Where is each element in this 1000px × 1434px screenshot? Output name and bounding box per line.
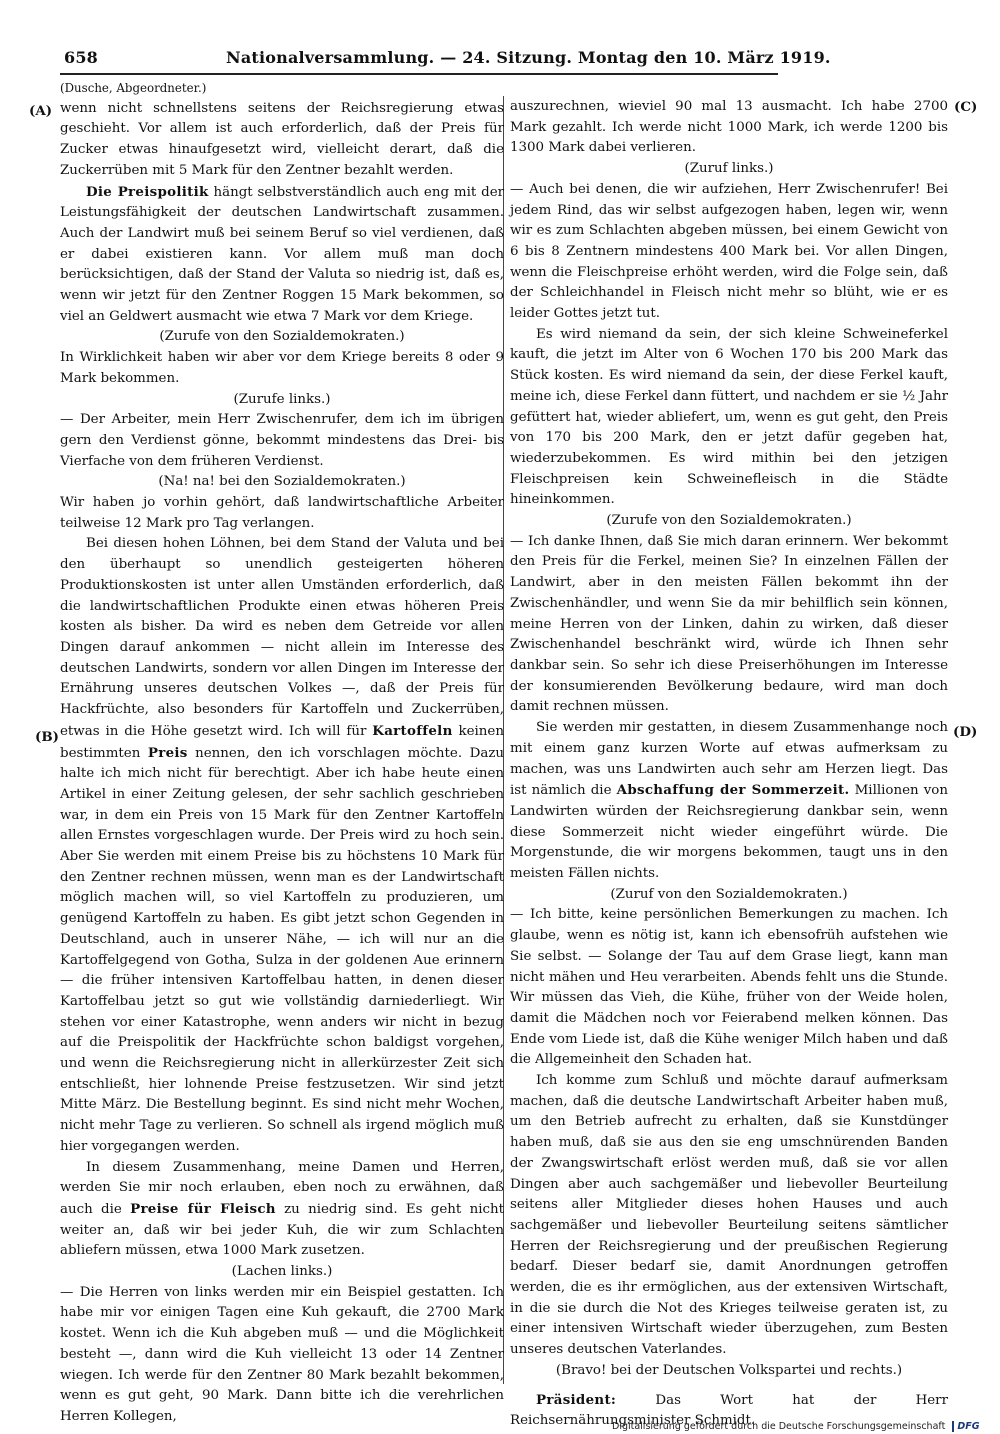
page-title: Nationalversammlung. — 24. Sitzung. Montag den 10. März 1919. <box>226 48 831 67</box>
speaker-attribution: (Dusche, Abgeordneter.) <box>60 81 207 95</box>
footer-text: Digitalisierung gefördert durch die Deutsche Forschungsgemeinschaft <box>612 1421 946 1432</box>
paragraph: — Die Herren von links werden mir ein Beispiel gestatten. Ich habe mir vor einigen Tagen eine Kuh gekauft, die 2700 Mark kostet. Wenn ich die Kuh abgeben muß — und die Möglichkeit besteht —, dann wird die Kuh vielleicht 13 oder 14 Zentner wiegen. Ich werde für den Zentner 80 Mark bezahlt bekommen, wenn es gut geht, 90 Mark. Dann bitte ich die verehrlichen Herren Kollegen, <box>60 1284 504 1424</box>
footer-credit <box>612 1421 983 1434</box>
margin-marker-d: (D) <box>953 724 978 740</box>
paragraph: Ich komme zum Schluß und möchte darauf aufmerksam machen, daß die deutsche Landwirtschaft Arbeiter haben muß, um den Betrieb aufrecht zu erhalten, daß sie Kunstdünger haben muß, daß sie aus den sie eng umschnürenden Banden der Zwangswirtschaft erlöst werden muß, daß sie vor allen Dingen aber auch sachgemäßer und liebevoller Beurteilung seitens aller Mitglieder dieses hohen Hauses und auch sachgemäßer und liebevoller Beurteilung seitens sämtlicher Herren der Reichsregierung und der preußischen Regierung bedarf. Dieser bedarf sie, damit Anordnungen getroffen werden, die es ihr ermöglichen, aus der extensiven Wirtschaft, in die sie durch die Not des Krieges teilweise geraten ist, zu einer intensiven Wirtschaft wieder überzugehen, zum Besten unseres deutschen Vaterlandes. <box>510 1073 948 1358</box>
emphasis: Preise für Fleisch <box>130 1200 276 1217</box>
dfg-logo: DFG <box>952 1421 982 1432</box>
header-rule <box>60 73 778 75</box>
interjection: (Zurufe von den Sozialdemokraten.) <box>606 513 852 529</box>
interjection: (Na! na! bei den Sozialdemokraten.) <box>158 474 406 490</box>
page-number: 658 <box>64 48 98 67</box>
paragraph: Präsident: Das Wort hat der Herr Reichsernährungsminister Schmidt. <box>510 1391 948 1429</box>
emphasis: Die Preispolitik <box>86 183 209 200</box>
paragraph: — Ich danke Ihnen, daß Sie mich daran erinnern. Wer bekommt den Preis für die Ferkel, meinen Sie? In einzelnen Fällen der Landwirt, aber in den meisten Fällen bekommt ihn der Zwischenhändler, und wenn Sie da mir behilflich sein können, meine Herren von der Linken, dahin zu wirken, daß dieser Zwischenhandel beschränkt wird, würde ich Ihnen sehr dankbar sein. So sehr ich diese Preiserhöhungen im Interesse der konsumierenden Bevölkerung bedaure, wird man doch damit rechnen müssen. <box>510 533 948 715</box>
interjection: (Zuruf links.) <box>684 161 774 177</box>
interjection: (Zuruf von den Sozialdemokraten.) <box>610 886 848 902</box>
margin-marker-c: (C) <box>954 99 978 115</box>
page-header <box>64 48 831 72</box>
left-column <box>60 78 504 1428</box>
margin-marker-b: (B) <box>35 729 59 745</box>
paragraph: In diesem Zusammenhang, meine Damen und Herren, werden Sie mir noch erlauben, eben noch zu erwähnen, daß auch die Preise für Fleisch zu niedrig sind. Es geht nicht weiter an, daß wir bei jeder Kuh, die wir zum Schlachten abliefern müssen, etwa 1000 Mark zusetzen. <box>60 1159 505 1259</box>
paragraph: Sie werden mir gestatten, in diesem Zusammenhange noch mit einem ganz kurzen Worte auf etwas aufmerksam zu machen, was uns Landwirten auch sehr am Herzen liegt. Das ist nämlich die Abschaffung der Sommerzeit. Millionen von Landwirten würden der Reichsregierung dankbar sein, wenn diese Sommerzeit nicht wieder eingeführt würde. Die Morgenstunde, die wir morgens bekommen, taugt uns in den meisten Fällen nichts. <box>510 720 948 882</box>
paragraph: — Ich bitte, keine persönlichen Bemerkungen zu machen. Ich glaube, wenn es nötig ist, kann ich ebensofrüh aufstehen wie Sie selbst. — Solange der Tau auf dem Grase liegt, kann man nicht mähen und Heu verarbeiten. Abends fehlt uns die Stunde. Wir müssen das Vieh, die Kühe, früher von der Weide holen, damit die Mädchen noch vor Feierabend melken können. Das Ende vom Liede ist, daß die Kühe weniger Milch haben und daß die Allgemeinheit den Schaden hat. <box>510 907 948 1068</box>
paragraph: Es wird niemand da sein, der sich kleine Schweineferkel kauft, die jetzt im Alter von 6 Wochen 170 bis 200 Mark das Stück kosten. Es wird niemand da sein, der diese Ferkel kauft, meine ich, diese Ferkel dann füttert, und nachdem er sie ½ Jahr gefüttert hat, wieder abliefert, um, wenn es gut geht, den Preis von 170 bis 200 Mark, den er jetzt dafür gegeben hat, wiederzubekommen. Es wird mithin bei den jetzigen Fleischpreisen kein Schweinefleisch in die Städte hineinkommen. <box>510 326 948 508</box>
paragraph: Bei diesen hohen Löhnen, bei dem Stand der Valuta und bei den überhaupt so unendlich gesteigerten höheren Produktionskosten ist unter allen Umständen erforderlich, daß die landwirtschaftlichen Produkte einen etwas höheren Preis kosten als bisher. Da wird es neben dem Getreide vor allen Dingen darauf ankommen — nicht allein im Interesse des deutschen Landwirts, sondern vor allen Dingen im Interesse der Ernährung unseres deutschen Volkes —, daß der Preis für Hackfrüchte, also besonders für Kartoffeln und Zuckerrüben, etwas in die Höhe gesetzt wird. Ich will für Kartoffeln keinen bestimmten Preis nennen, den ich vorschlagen möchte. Dazu halte ich mich nicht für berechtigt. Aber ich habe heute einen Artikel in einer Zeitung gelesen, der sehr sachlich geschrieben war, in dem ein Preis von 15 Mark für den Zentner Kartoffeln allen Ernstes vorgeschlagen wurde. Der Preis wird zu hoch sein. Aber Sie werden mit einem Preise bis zu höchstens 10 Mark für den Zentner rechnen müssen, wenn man es der Landwirtschaft möglich machen will, so viel Kartoffeln zu produzieren, um genügend Kartoffeln zu haben. Es gibt jetzt schon Gegenden in Deutschland, auch in unserer Nähe, — ich will nur an die Kartoffelgegend von Gotha, Sulza in der goldenen Aue erinnern — die früher intensiven Kartoffelbau hatten, in denen dieser Kartoffelbau jetzt so gut wie vollständig darniederliegt. Wir stehen vor einer Katastrophe, wenn anders wir nicht in bezug auf die Preispolitik der Hackfrüchte schon baldigst vorgehen, und wenn die Reichsregierung nicht in allerkürzester Zeit sich entschließt, hier lohnende Preise festzusetzen. Wir sind jetzt Mitte März. Die Bestellung beginnt. Es sind nicht mehr Wochen, nicht mehr Tage zu verlieren. So schnell als irgend möglich muß hier vorgegangen werden. <box>60 536 504 1154</box>
paragraph: auszurechnen, wieviel 90 mal 13 ausmacht. Ich habe 2700 Mark gezahlt. Ich werde nicht 1000 Mark, ich werde 1200 bis 1300 Mark dabei verlieren. <box>510 99 948 156</box>
emphasis: Kartoffeln <box>372 722 453 739</box>
interjection: (Bravo! bei der Deutschen Volkspartei und rechts.) <box>555 1362 903 1378</box>
paragraph: — Auch bei denen, die wir aufziehen, Herr Zwischenrufer! Bei jedem Rind, das wir selbst aufgezogen haben, legen wir, wenn wir es zum Schlachten abgeben müssen, bei einem Gewicht von 6 bis 8 Zentnern mindestens 400 Mark bei. Vor allen Dingen, wenn die Fleischpreise erhöht werden, wird die Folge sein, daß der Schleichhandel in Fleisch nicht mehr so blüht, wie er es leider Gottes jetzt tut. <box>510 181 948 322</box>
interjection: (Zurufe links.) <box>233 391 331 407</box>
paragraph: wenn nicht schnellstens seitens der Reichsregierung etwas geschieht. Vor allem ist auch erforderlich, daß der Preis für Zucker etwas hinaufgesetzt wird, vielleicht derart, daß die Zuckerrüben mit 5 Mark für den Zentner bezahlt werden. <box>60 100 504 178</box>
right-column <box>510 97 948 1432</box>
paragraph: Wir haben jo vorhin gehört, daß landwirtschaftliche Arbeiter teilweise 12 Mark pro Tag verlangen. <box>60 495 504 531</box>
emphasis: Preis <box>147 744 188 761</box>
interjection: (Lachen links.) <box>231 1264 333 1280</box>
paragraph: — Der Arbeiter, mein Herr Zwischenrufer, dem ich im übrigen gern den Verdienst gönne, bekommt mindestens das Drei- bis Vierfache von dem früheren Verdienst. <box>60 412 504 469</box>
speaker-label: Präsident: <box>536 1391 617 1408</box>
paragraph: In Wirklichkeit haben wir aber vor dem Kriege bereits 8 oder 9 Mark bekommen. <box>60 350 504 386</box>
margin-marker-a: (A) <box>29 103 53 119</box>
interjection: (Zurufe von den Sozialdemokraten.) <box>159 329 405 345</box>
emphasis: Abschaffung der Sommerzeit. <box>616 782 850 799</box>
paragraph: Die Preispolitik hängt selbstverständlich auch eng mit der Leistungsfähigkeit der deutschen Landwirtschaft zusammen. Auch der Landwirt muß bei seinem Beruf so viel verdienen, daß er dabei existieren kann. Vor allem muß man doch berücksichtigen, daß der Stand der Valuta so niedrig ist, daß es, wenn wir jetzt für den Zentner Roggen 15 Mark bekommen, so viel an Geldwert ausmacht wie etwa 7 Mark vor dem Kriege. <box>60 183 505 324</box>
